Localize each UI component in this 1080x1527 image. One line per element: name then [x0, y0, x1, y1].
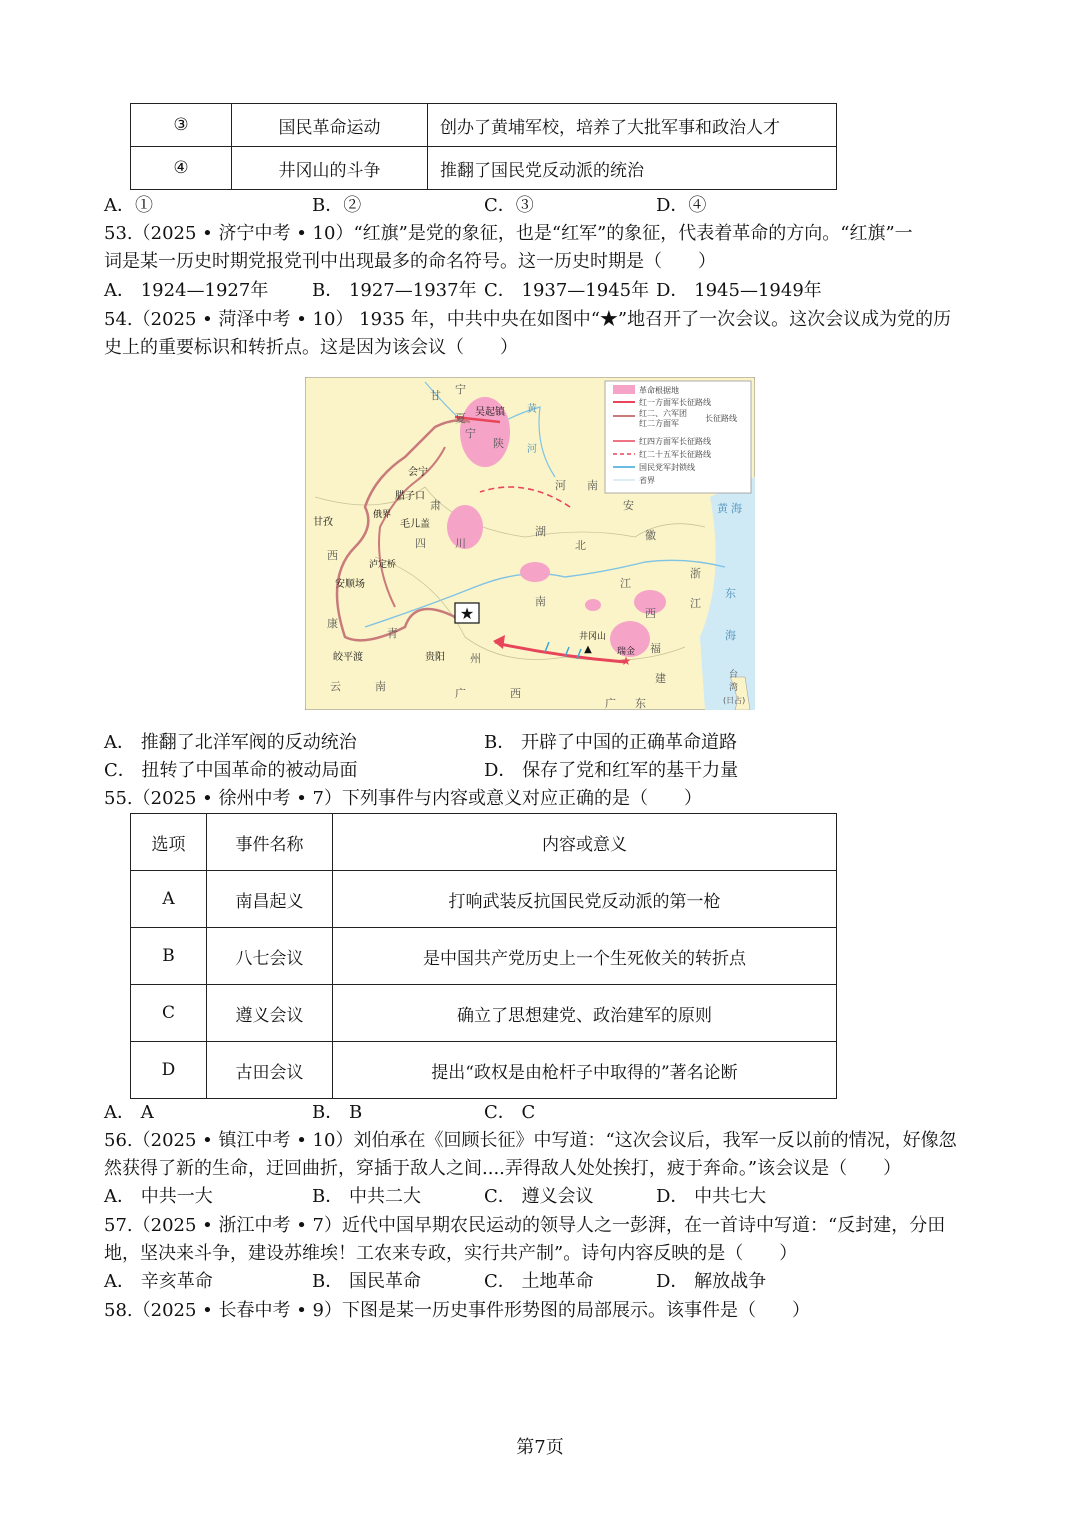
place-label: 河 [527, 444, 537, 455]
base-area [585, 599, 601, 611]
place-label: 西 [510, 687, 521, 700]
place-label: 泸定桥 [369, 560, 397, 570]
place-label: 瑞金 [617, 647, 636, 657]
place-label: 西 [327, 549, 338, 562]
option-c: C． C [484, 1102, 536, 1123]
place-label: 井冈山 [579, 632, 607, 642]
question-58-line1: 58.（2025 • 长春中考 • 9）下图是某一历史事件形势图的局部展示。该事件是（ ） [104, 1300, 811, 1321]
question-57-line1: 57.（2025 • 浙江中考 • 7）近代中国早期农民运动的领导人之一彭湃，在一首诗中写道：“反封建，分田 [104, 1215, 946, 1236]
place-label: 皎平渡 [333, 652, 363, 663]
place-label: 江 [690, 597, 701, 610]
place-label: 南 [535, 595, 546, 608]
table-cell: D [131, 1042, 207, 1099]
option-d: D． 保存了党和红军的基干力量 [484, 760, 739, 781]
table-row [131, 985, 837, 1042]
events-table-continued [130, 103, 837, 190]
legend-swatch-base [613, 385, 635, 394]
table-cell: 遵义会议 [207, 985, 333, 1042]
place-label: 北 [575, 539, 586, 552]
question-57-line2: 地，坚决来斗争，建设苏维埃！工农来专政，实行共产制”。诗句内容反映的是（ ） [104, 1243, 798, 1264]
place-label: 湾 [729, 683, 739, 693]
table-header: 选项 [131, 814, 207, 871]
place-label: 康 [327, 617, 338, 630]
place-label: 吴起镇 [475, 407, 505, 418]
place-label: 甘 [430, 389, 441, 402]
legend-label: 红二方面军 [639, 419, 679, 428]
option-a: A． 推翻了北洋军阀的反动统治 [104, 732, 357, 753]
place-label: 海 [725, 629, 736, 642]
option-b: B． 国民革命 [312, 1271, 421, 1292]
option-a: A． 中共一大 [104, 1186, 213, 1207]
place-label: 东 [725, 587, 736, 600]
table-cell: ④ [131, 147, 232, 190]
place-label: 贵阳 [425, 652, 445, 663]
option-b: B． 1927—1937年 [312, 280, 477, 301]
legend-label: 国民党军封锁线 [639, 463, 695, 472]
table-cell: 南昌起义 [207, 871, 333, 928]
place-label: 甘孜 [313, 517, 333, 528]
option-d: D． 中共七大 [656, 1186, 767, 1207]
question-56-line2: 然获得了新的生命，迂回曲折，穿插于敌人之间....弄得敌人处处挨打，疲于奔命。”该会议是（ ） [104, 1158, 902, 1179]
page-number: 第7页 [516, 1437, 564, 1458]
place-label: 西 [645, 607, 656, 620]
option-c: C． 遵义会议 [484, 1186, 594, 1207]
option-b: B．② [312, 195, 362, 216]
option-c: C．③ [484, 195, 534, 216]
table-cell: 古田会议 [207, 1042, 333, 1099]
place-label: 四 [415, 537, 426, 550]
option-a: A． A [104, 1102, 154, 1123]
place-label: 福 [650, 642, 661, 655]
table-cell: 确立了思想建党、政治建军的原则 [333, 985, 837, 1042]
events-table [130, 813, 837, 1099]
legend-label: 红二十五军长征路线 [639, 450, 711, 459]
table-cell: C [131, 985, 207, 1042]
question-53-line2: 词是某一历史时期党报党刊中出现最多的命名符号。这一历史时期是（ ） [104, 251, 716, 272]
question-55-line: 55.（2025 • 徐州中考 • 7）下列事件与内容或意义对应正确的是（ ） [104, 788, 703, 809]
table-row [131, 928, 837, 985]
table-row [131, 871, 837, 928]
option-d: D． 解放战争 [656, 1271, 767, 1292]
place-label: 俄界 [373, 510, 392, 520]
option-a: A． 1924—1927年 [104, 280, 269, 301]
place-label: 腊子口 [395, 491, 425, 502]
place-label: 东 [635, 697, 646, 710]
legend-label: 红四方面军长征路线 [639, 437, 711, 446]
place-label: 夏 [455, 412, 466, 425]
place-label: 宁 [455, 383, 466, 396]
option-b: B． B [312, 1102, 363, 1123]
legend-label: 红二、六军团 [639, 409, 687, 418]
option-d: D．④ [656, 195, 707, 216]
table-cell: 推翻了国民党反动派的统治 [428, 147, 837, 190]
place-label: 湖 [535, 525, 546, 538]
star-icon: ★ [459, 604, 475, 623]
base-area [520, 562, 550, 582]
table-cell: B [131, 928, 207, 985]
table-cell: 国民革命运动 [232, 104, 428, 147]
legend-label: 革命根据地 [639, 386, 679, 395]
option-b: B． 开辟了中国的正确革命道路 [484, 732, 737, 753]
option-c: C． 1937—1945年 [484, 280, 650, 301]
place-label: 会宁 [408, 467, 428, 478]
place-label: 陕 [493, 437, 504, 450]
place-label: 建 [655, 672, 666, 685]
place-label: 江 [620, 577, 631, 590]
place-label: 黄 [527, 404, 537, 415]
place-label: 川 [455, 537, 466, 550]
place-label: 肃 [430, 499, 441, 512]
place-label: 云 [330, 680, 341, 693]
place-label: 浙 [690, 567, 701, 580]
place-label: 徽 [645, 529, 656, 542]
option-c: C． 土地革命 [484, 1271, 594, 1292]
place-label: 安 [623, 499, 634, 512]
legend-label: 长征路线 [705, 414, 737, 423]
place-label: 台 [729, 670, 739, 680]
table-row [131, 1042, 837, 1099]
option-a: A．① [104, 195, 153, 216]
place-label: 广 [455, 687, 466, 700]
table-cell: A [131, 871, 207, 928]
place-label: 广 [605, 697, 616, 710]
place-label: 南 [375, 680, 386, 693]
place-label: 南 [587, 479, 598, 492]
legend-label: 红一方面军长征路线 [639, 398, 711, 407]
place-label: 宁 [465, 427, 476, 440]
option-a: A． 辛亥革命 [104, 1271, 213, 1292]
place-label: 安顺场 [335, 579, 365, 590]
question-56-line1: 56.（2025 • 镇江中考 • 10）刘伯承在《回顾长征》中写道：“这次会议后，我军一反以前的情况，好像忽 [104, 1130, 957, 1151]
table-cell: 是中国共产党历史上一个生死攸关的转折点 [333, 928, 837, 985]
table-cell: 八七会议 [207, 928, 333, 985]
long-march-map [305, 377, 755, 710]
option-d: D． 1945—1949年 [656, 280, 822, 301]
place-label: 河 [555, 479, 566, 492]
place-label: 海 [731, 502, 742, 515]
question-53-line1: 53.（2025 • 济宁中考 • 10）“红旗”是党的象征，也是“红军”的象征，代表着革命的方向。“红旗”一 [104, 223, 913, 244]
ruijin-star-icon: ★ [620, 654, 632, 668]
legend-label: 省界 [639, 476, 655, 485]
place-label: 州 [470, 652, 481, 665]
table-cell: 提出“政权是由枪杆子中取得的”著名论断 [333, 1042, 837, 1099]
place-label: 青 [387, 627, 398, 640]
table-cell: ③ [131, 104, 232, 147]
place-label: 黄 [717, 502, 728, 515]
table-cell: 打响武装反抗国民党反动派的第一枪 [333, 871, 837, 928]
place-label: (日占) [723, 696, 746, 705]
question-54-line2: 史上的重要标识和转折点。这是因为该会议（ ） [104, 337, 518, 358]
table-cell: 创办了黄埔军校，培养了大批军事和政治人才 [428, 104, 837, 147]
question-54-line1: 54.（2025 • 菏泽中考 • 10） 1935 年，中共中央在如图中“★”地召开了一次会议。这次会议成为党的历 [104, 309, 952, 330]
option-b: B． 中共二大 [312, 1186, 421, 1207]
table-header: 内容或意义 [333, 814, 837, 871]
option-c: C． 扭转了中国革命的被动局面 [104, 760, 358, 781]
jinggangshan-peak-icon: ▲ [584, 644, 592, 655]
place-label: 毛儿盖 [400, 519, 430, 530]
table-header: 事件名称 [207, 814, 333, 871]
table-cell: 井冈山的斗争 [232, 147, 428, 190]
